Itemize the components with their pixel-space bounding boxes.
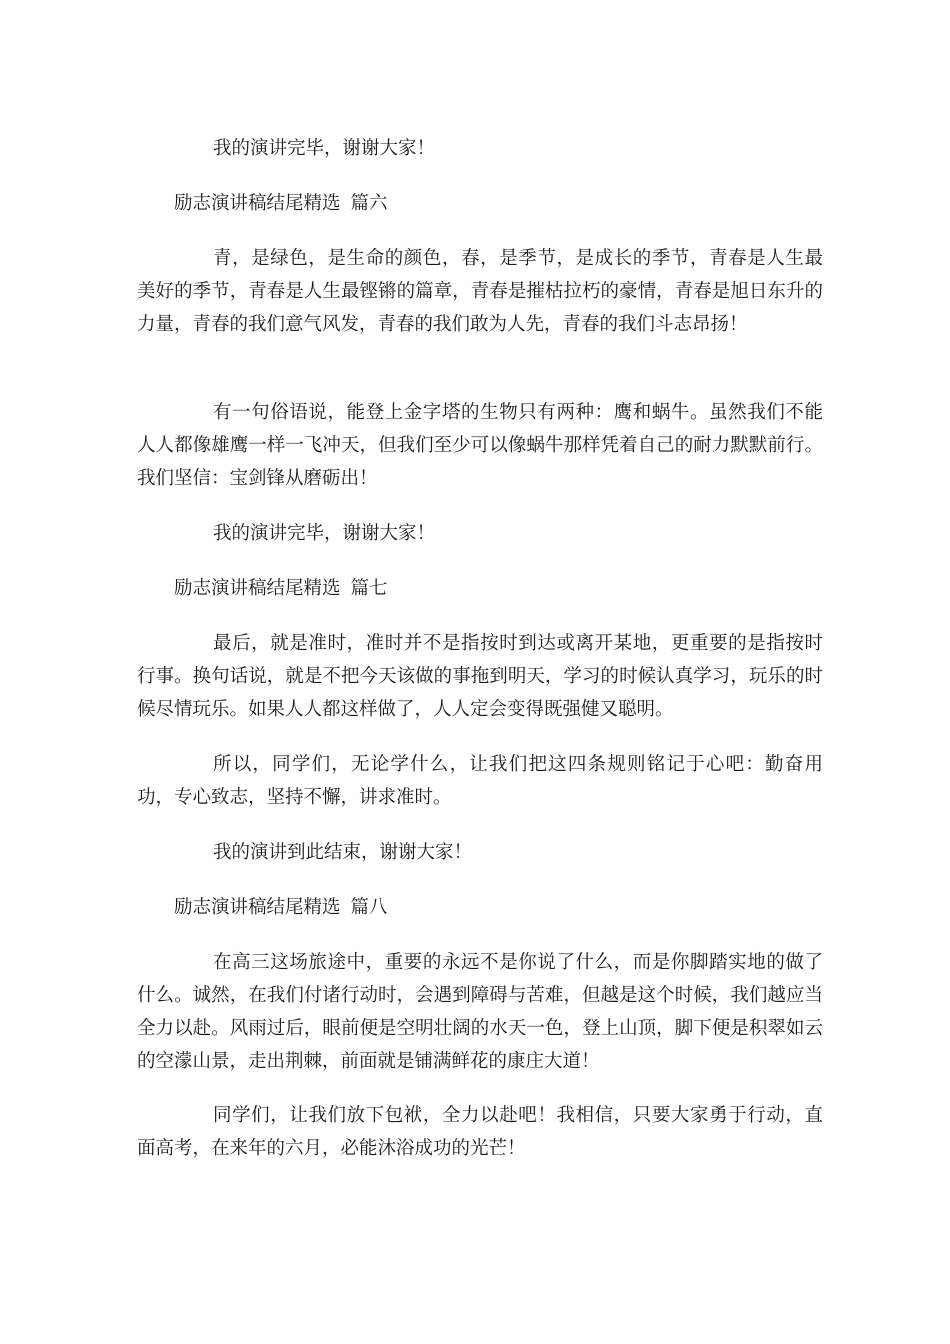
body-paragraph: 有一句俗语说，能登上金字塔的生物只有两种：鹰和蜗牛。虽然我们不能人人都像雄鹰一样一飞冲天，但我们至少可以像蜗牛那样凭着自己的耐力默默前行。我们坚信：宝剑锋从磨砺出！ — [137, 402, 823, 489]
body-paragraph: 最后，就是准时，准时并不是指按时到达或离开某地，更重要的是指按时行事。换句话说，就是不把今天该做的事拖到明天，学习的时候认真学习，玩乐的时候尽情玩乐。如果人人都这样做了，人人定会变得既强健又聪明。 — [137, 633, 823, 720]
section-heading-title: 励志演讲稿结尾精选 — [174, 193, 341, 214]
body-paragraph: 青，是绿色，是生命的颜色，春，是季节，是成长的季节，青春是人生最美好的季节，青春是人生最铿锵的篇章，青春是摧枯拉朽的豪情，青春是旭日东升的力量，青春的我们意气风发，青春的我们敢为人先，青春的我们斗志昂扬！ — [137, 248, 823, 335]
section-heading-title: 励志演讲稿结尾精选 — [174, 897, 341, 918]
body-paragraph: 所以，同学们，无论学什么，让我们把这四条规则铭记于心吧：勤奋用功，专心致志，坚持不懈，讲求准时。 — [137, 754, 823, 808]
section-heading-6 — [137, 187, 823, 220]
closing-line: 我的演讲完毕，谢谢大家！ — [213, 523, 436, 544]
body-paragraph: 在高三这场旅途中，重要的永远不是你说了什么，而是你脚踏实地的做了什么。诚然，在我们付诸行动时，会遇到障碍与苦难，但越是这个时候，我们越应当全力以赴。风雨过后，眼前便是空明壮阔的水天一色，登上山顶，脚下便是积翠如云的空濛山景，走出荆棘，前面就是铺满鲜花的康庄大道！ — [137, 952, 823, 1072]
body-paragraph: 同学们，让我们放下包袱，全力以赴吧！我相信，只要大家勇于行动，直面高考，在来年的六月，必能沐浴成功的光芒！ — [137, 1105, 823, 1159]
closing-line: 我的演讲完毕，谢谢大家！ — [213, 138, 436, 159]
section-heading-number: 篇七 — [350, 578, 388, 599]
section-heading-8 — [137, 891, 823, 924]
closing-line: 我的演讲到此结束，谢谢大家！ — [213, 842, 473, 863]
section-heading-number: 篇八 — [350, 897, 388, 918]
section-heading-title: 励志演讲稿结尾精选 — [174, 578, 341, 599]
section-heading-7 — [137, 572, 823, 605]
section-heading-number: 篇六 — [350, 193, 388, 214]
